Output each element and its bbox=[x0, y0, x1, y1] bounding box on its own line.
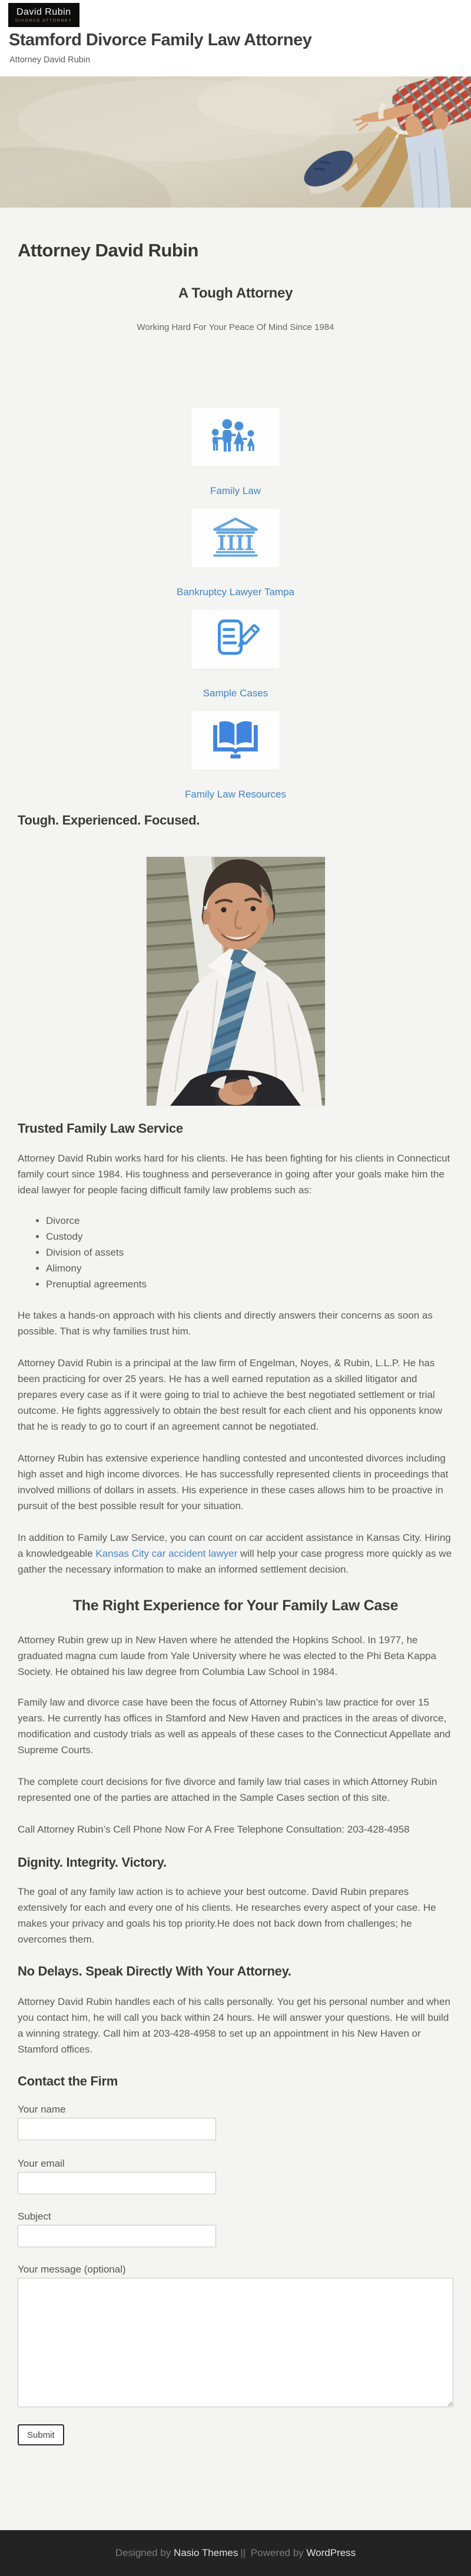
site-logo[interactable] bbox=[8, 3, 79, 27]
message-field[interactable] bbox=[18, 2278, 453, 2407]
designed-by-text: Designed by bbox=[115, 2547, 174, 2558]
tagline-heading: A Tough Attorney bbox=[178, 285, 293, 301]
experience-paragraph-2: Family law and divorce case have been the focus of Attorney Rubin’s law practice for over 15 years. He currently has offices in Stamford and New Haven and practices in the areas of divorce, modification and custody trials as well as appeals of these cases to the Connecticut Appellate and Supreme Courts. bbox=[18, 1697, 451, 1756]
tough-heading: Tough. Experienced. Focused. bbox=[18, 813, 200, 827]
message-label: Your message (optional) bbox=[18, 2264, 126, 2275]
service-item-family-law bbox=[18, 408, 453, 498]
main-section bbox=[0, 208, 471, 2530]
service-link-bankruptcy[interactable]: Bankruptcy Lawyer Tampa bbox=[176, 586, 294, 598]
name-label: Your name bbox=[18, 2104, 66, 2115]
list-item: • Division of assets bbox=[46, 1244, 453, 1260]
email-field[interactable] bbox=[18, 2172, 216, 2194]
hero-photo-illustration bbox=[0, 76, 471, 208]
about-paragraph-3: Attorney David Rubin is a principal at the law firm of Engelman, Noyes, & Rubin, L.L.P. He has been practicing for over 25 years. He has a well earned reputation as a skilled litigator and prepares every case as if it were going to trial to achieve the best negotiated settlement or trial outcome. He fights aggressively to obtain the best result for each client and his opponents know that he is ready to go to court if an agreement cannot be negotiated. bbox=[18, 1357, 443, 1432]
list-item: • Divorce bbox=[46, 1213, 453, 1229]
experience-heading: The Right Experience for Your Family Law Case bbox=[72, 1597, 399, 1614]
about-paragraph-2: He takes a hands-on approach with his clients and directly answers their concerns as soon as possible. That is why families trust him. bbox=[18, 1310, 433, 1337]
service-item-sample-cases bbox=[18, 610, 453, 700]
service-link-family-law[interactable]: Family Law bbox=[210, 485, 261, 496]
experience-paragraph-3: The complete court decisions for five divorce and family law trial cases in which Attorney Rubin represented one of the parties are attached in the Sample Cases section of this site. bbox=[18, 1776, 437, 1803]
email-label: Your email bbox=[18, 2158, 65, 2169]
attorney-portrait-photo bbox=[18, 857, 453, 1106]
bankruptcy-card[interactable] bbox=[191, 509, 280, 568]
wordpress-link[interactable]: WordPress bbox=[306, 2547, 356, 2558]
logo-tagline: DIVORCE ATTORNEY bbox=[15, 19, 72, 23]
services-list bbox=[18, 408, 453, 802]
experience-paragraph-1: Attorney Rubin grew up in New Haven where he attended the Hopkins School. In 1977, he graduated magna cum laude from Yale University where he was elected to the Phi Beta Kappa Society. He obtained his law degree from Columbia Law School in 1984. bbox=[18, 1634, 436, 1677]
footer-credits bbox=[0, 2530, 471, 2576]
phone-consultation-line: Call Attorney Rubin’s Cell Phone Now For A Free Telephone Consultation: 203-428-4958 bbox=[18, 1824, 410, 1835]
contact-heading: Contact the Firm bbox=[18, 2074, 118, 2088]
footer-separator: || bbox=[240, 2547, 246, 2558]
site-title: Stamford Divorce Family Law Attorney bbox=[9, 31, 312, 49]
site-footer bbox=[0, 2530, 471, 2576]
about-paragraph-4: Attorney Rubin has extensive experience handling contested and uncontested divorces including high asset and high income divorces. He has successfully represented clients in proceedings that involved millions of dollars in assets. His experience in these cases allows him to be proactive in pursuit of the best possible result for your situation. bbox=[18, 1453, 449, 1511]
open-book-icon bbox=[210, 719, 261, 763]
page-title: Attorney David Rubin bbox=[18, 240, 198, 261]
paragraph-text: will help your case progress more quickly as we gather the necessary information to make an informed settlement decision. bbox=[18, 1548, 452, 1575]
family-law-card[interactable] bbox=[191, 408, 280, 466]
logo-name: David Rubin bbox=[16, 7, 71, 17]
service-item-bankruptcy bbox=[18, 509, 453, 599]
practice-areas-list bbox=[18, 1213, 453, 1292]
site-header bbox=[0, 0, 471, 76]
document-pencil-icon bbox=[211, 618, 260, 661]
powered-by-text: Powered by bbox=[248, 2547, 307, 2558]
dignity-heading: Dignity. Integrity. Victory. bbox=[18, 1855, 167, 1870]
paragraph-text: In addition to Family Law Service, you can count on car accident assistance in Kansas City. Hiring a knowledgeable bbox=[18, 1532, 451, 1559]
kansas-city-accident-lawyer-link[interactable]: Kansas City car accident lawyer bbox=[95, 1548, 238, 1559]
list-item: • Prenuptial agreements bbox=[46, 1276, 453, 1292]
service-item-resources bbox=[18, 711, 453, 802]
no-delays-heading: No Delays. Speak Directly With Your Attorney. bbox=[18, 1964, 291, 1978]
courthouse-icon bbox=[210, 516, 261, 560]
subject-field[interactable] bbox=[18, 2225, 216, 2247]
site-subtitle: Attorney David Rubin bbox=[9, 55, 91, 65]
list-item: • Alimony bbox=[46, 1260, 453, 1276]
name-field[interactable] bbox=[18, 2118, 216, 2140]
tagline-subtitle: Working Hard For Your Peace Of Mind Since 1984 bbox=[137, 322, 334, 332]
about-paragraph-5 bbox=[18, 1530, 453, 1577]
trusted-heading: Trusted Family Law Service bbox=[18, 1121, 183, 1136]
submit-button[interactable]: Submit bbox=[18, 2424, 64, 2445]
about-paragraph-1: Attorney David Rubin works hard for his clients. He has been fighting for his clients in Connecticut family court since 1984. His toughness and perseverance in going after your goals make him the ideal lawyer for people facing difficult family law problems such as: bbox=[18, 1153, 450, 1196]
family-icon bbox=[208, 417, 263, 458]
resources-card[interactable] bbox=[191, 711, 280, 770]
hero-image-father-tossing-child bbox=[0, 76, 471, 208]
sample-cases-card[interactable] bbox=[191, 610, 280, 669]
contact-form bbox=[18, 2103, 453, 2445]
no-delays-paragraph: Attorney David Rubin handles each of his calls personally. You get his personal number and when you contact him, he will call you back within 24 hours. He will answer your questions. He will build a winning strategy. Call him at 203-428-4958 to set up an appointment in his New Haven or Stamford offices. bbox=[18, 1996, 450, 2055]
nasio-themes-link[interactable]: Nasio Themes bbox=[174, 2547, 238, 2558]
dignity-paragraph: The goal of any family law action is to achieve your best outcome. David Rubin prepares extensively for each and every one of his clients. He researches every aspect of your case. He makes your privacy and goals his top priority.He does not back down from challenges; he overcomes them. bbox=[18, 1886, 436, 1945]
service-link-resources[interactable]: Family Law Resources bbox=[185, 789, 286, 800]
service-link-sample-cases[interactable]: Sample Cases bbox=[203, 688, 268, 699]
list-item: • Custody bbox=[46, 1229, 453, 1244]
subject-label: Subject bbox=[18, 2211, 51, 2222]
